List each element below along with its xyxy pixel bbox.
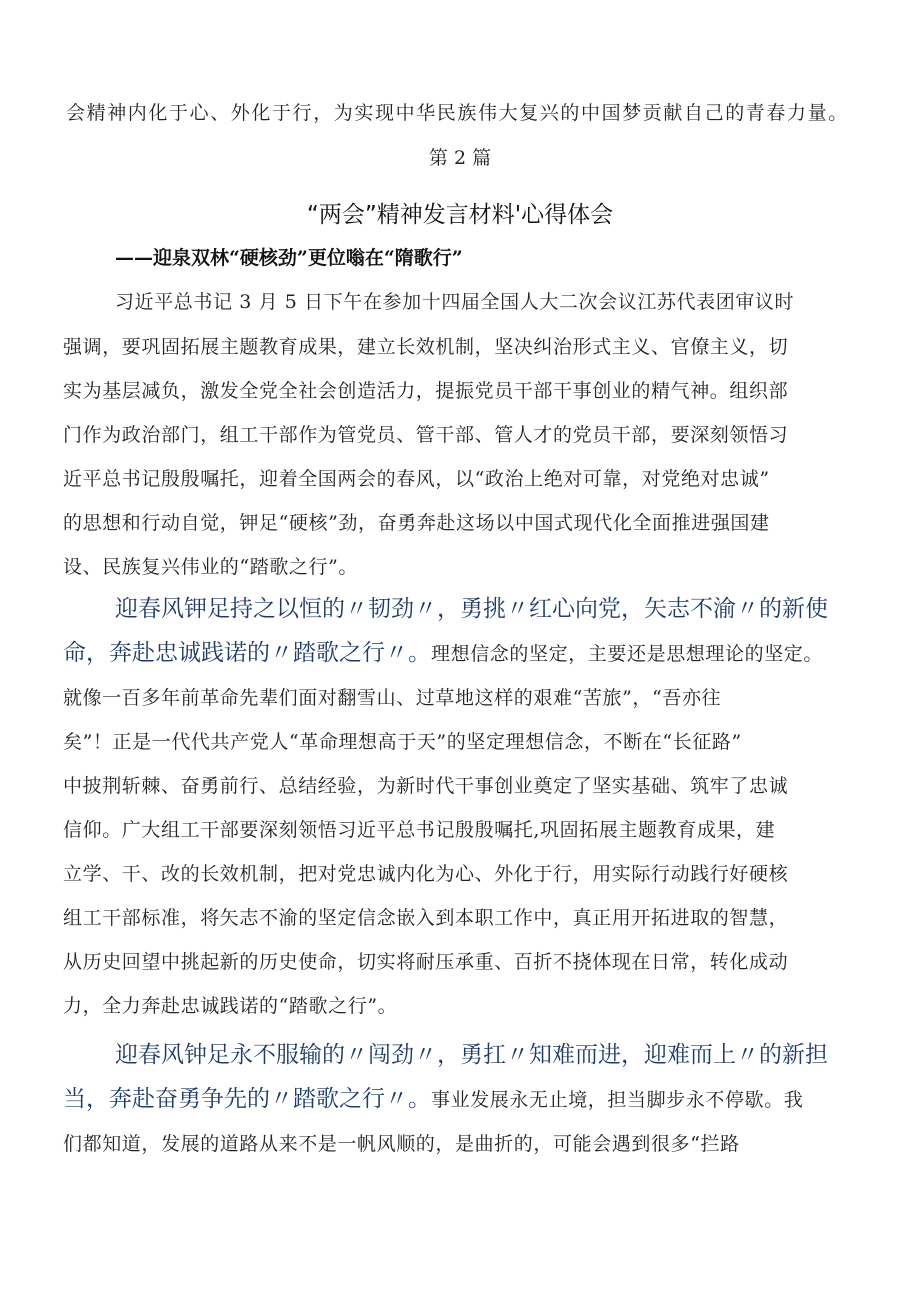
para2-line: 从历史回望中挑起新的历史使命，切实将耐压承重、百折不挠体现在日常，转化成动 [63, 951, 789, 973]
document-title: “两会”精神发言材料'心得体会 [306, 202, 614, 228]
para3-line: 们都知道，发展的道路从来不是一帆风顺的，是曲折的，可能会遇到很多“拦路 [63, 1133, 740, 1155]
para2-line: 信仰。广大组工干部要深刻领悟习近平总书记殷殷嘱托,巩固拓展主题教育成果，建 [63, 819, 776, 841]
para3-line [63, 1086, 803, 1113]
para2-line: 就像一百多年前革命先辈们面对翻雪山、过草地这样的艰难“苦旅”，“吾亦往 [63, 687, 722, 709]
para1-line: 实为基层减负，激发全党全社会创造活力，提振党员干部干事创业的精气神。组织部 [63, 380, 789, 402]
para1-line: 设、民族复兴伟业的“踏歌之行”。 [63, 556, 359, 578]
para2-line: 立学、干、改的长效机制，把对党忠诚内化为心、外化于行，用实际行动践行好硬核 [63, 863, 789, 885]
para2-heading-line [115, 596, 828, 623]
section-number: 第 2 篇 [428, 147, 492, 169]
para1-line: 的思想和行动自觉，钾足“硬核”劲，奋勇奔赴这场以中国式现代化全面推进强国建 [63, 512, 770, 534]
body-text: 事业发展永无止境，担当脚步永不停歇。我 [431, 1089, 804, 1111]
section-heading: 迎春风钟足永不服输的〃闯劲〃，勇扛〃知难而进，迎难而上〃的新担 [115, 1042, 828, 1068]
para2-line: 矣”！正是一代代共产党人“革命理想高于天”的坚定理想信念，不断在“长征路” [63, 731, 742, 753]
body-text: 理想信念的坚定，主要还是思想理论的坚定。 [431, 643, 824, 665]
para1-line: 强调，要巩固拓展主题教育成果，建立长效机制，坚决纠治形式主义、官僚主义，切 [63, 336, 789, 358]
para1-line: 门作为政治部门，组工干部作为管党员、管干部、管人才的党员干部，要深刻领悟习 [63, 424, 789, 446]
para2-line: 中披荆斩棘、奋勇前行、总结经验，为新时代干事创业奠定了坚实基础、筑牢了忠诚 [63, 775, 789, 797]
para3-heading-line [115, 1042, 828, 1069]
para2-line [63, 640, 823, 667]
para1-line: 近平总书记殷殷嘱托，迎着全国两会的春风，以“政治上绝对可靠，对党绝对忠诚” [63, 468, 770, 490]
document-subtitle: ——迎泉双林“硬核劲”更位嗡在“隋歌行” [115, 247, 463, 269]
section-heading: 迎春风钾足持之以恒的〃韧劲〃，勇挑〃红心向党，矢志不渝〃的新使 [115, 596, 828, 622]
para2-line: 力，全力奔赴忠诚践诺的“踏歌之行”。 [63, 995, 398, 1017]
para1-line: 习近平总书记 3 月 5 日下午在参加十四届全国人大二次会议江苏代表团审议时 [115, 291, 795, 313]
continuation-line: 会精神内化于心、外化于行，为实现中华民族伟大复兴的中国梦贡献自己的青春力量。 [66, 102, 849, 124]
section-heading: 当，奔赴奋勇争先的〃踏歌之行〃。 [63, 1086, 431, 1112]
para2-line: 组工干部标准，将矢志不渝的坚定信念嵌入到本职工作中，真正用开拓进取的智慧， [63, 907, 789, 929]
section-heading: 命，奔赴忠诚践诺的〃踏歌之行〃。 [63, 640, 431, 666]
